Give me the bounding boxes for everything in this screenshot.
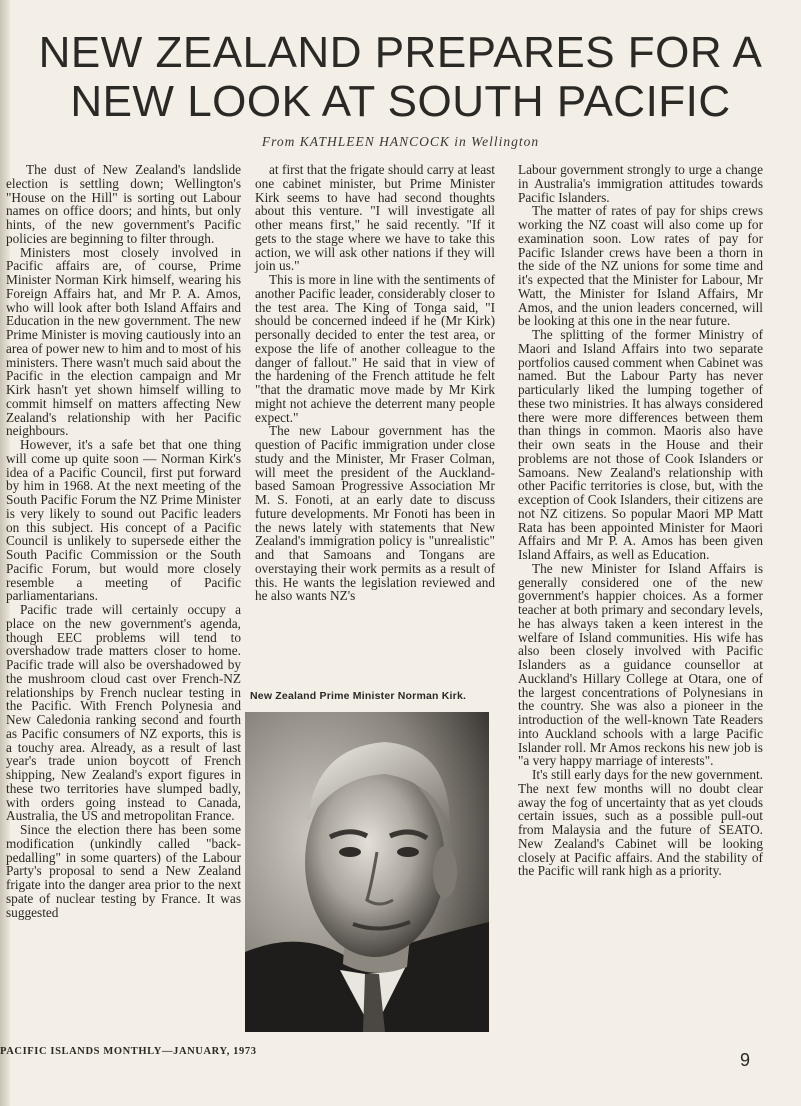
text-column-1: [0, 163, 241, 919]
paragraph: Since the election there has been some modification (unkindly called "back-pedalling" in some quarters) of the Labour Party's proposal to send a New Zealand frigate into the danger area prior to the next spate of nuclear testing by France. It was suggested: [6, 822, 241, 920]
paragraph: at first that the frigate should carry at least one cabinet minister, but Prime Minister Kirk seems to have had second thoughts about this venture. "I will investigate all other means first," he said recently. "If it gets to the stage where we have to take this action, we will ask other nations if they will join us.": [255, 162, 495, 274]
paragraph: Pacific trade will certainly occupy a place on the new government's agenda, though EEC problems will tend to overshadow trade matters closer to home. Pacific trade will also be overshadowed by the mushroom cloud cast over French-NZ relationships by French nuclear testing in the Pacific. With French Polynesia and New Caledonia ranking second and fourth as Pacific consumers of NZ exports, this is a touchy area. Already, as a result of last year's trade union boycott of French shipping, New Zealand's export figures in these two territories have slumped badly, with orders going instead to Canada, Australia, the US and metropolitan France.: [6, 602, 241, 824]
article-headline: NEW ZEALAND PREPARES FOR A NEW LOOK AT SOUTH PACIFIC: [38, 28, 763, 126]
publication-footer: PACIFIC ISLANDS MONTHLY—JANUARY, 1973: [0, 1046, 257, 1057]
text-column-3: [518, 163, 763, 878]
paragraph: It's still early days for the new government. The next few months will no doubt clear away the fog of uncertainty that as yet clouds certain issues, such as a possible pull-out from Malaysia and the future of SEATO. New Zealand's Cabinet will be looking closely at Pacific affairs. And the stability of the Pacific will rank high as a priority.: [518, 767, 763, 879]
paragraph: The splitting of the former Ministry of Maori and Island Affairs into two separate portfolios caused comment when Cabinet was named. But the Labour Party has never particularly liked the lumping together of these two ministries. It has always considered there were more differences between them than things in common. Maoris also have their own seats in the House and their problems are not those of Cook Islanders or Samoans. New Zealand's relationship with other Pacific territories is close, but, with the exception of Cook Islanders, their citizens are not NZ citizens. So popular Maori MP Matt Rata has been appointed Minister for Maori Affairs and Mr P. A. Amos has been given Island Affairs, as well as Education.: [518, 327, 763, 562]
paragraph: The new Minister for Island Affairs is generally considered one of the new government's happier choices. As a former teacher at both primary and secondary levels, he has always taken a keen interest in the welfare of Island communities. His wife has also been closely involved with Pacific Islanders as a guidance counsellor at Auckland's Hillary College at Otara, one of the largest concentrations of Polynesians in the country. She was also a pioneer in the introduction of the well-known Tate Readers into Auckland schools with a large Pacific Islander roll. Mr Amos reckons his new job is "a very happy marriage of interests".: [518, 560, 763, 769]
paragraph: The new Labour government has the question of Pacific immigration under close study and the Minister, Mr Fraser Colman, will meet the president of the Auckland-based Samoan Progressive Association Mr M. S. Fonoti, at an early date to discuss future developments. Mr Fonoti has been in the news lately with statements that New Zealand's immigration policy is "unrealistic" and that Samoans and Tongans are overstaying their work permits as a result of this. He wants the legislation reviewed and he also wants NZ's: [255, 423, 495, 604]
paragraph: This is more in line with the sentiments of another Pacific leader, considerably closer to the test area. The King of Tonga said, "I should be concerned indeed if he (Mr Kirk) personally decided to enter the test area, or expose the life of another colleague to the danger of fallout." He said that in view of the hardening of the French attitude he felt "that the dramatic move made by Mr Kirk might not achieve the deterrent many people expect.": [255, 272, 495, 425]
text-column-2: [255, 163, 495, 603]
paragraph: The dust of New Zealand's landslide election is settling down; Wellington's "House on the Hill" is sorting out Labour names on office doors; and hints, but only hints, of the new government's Pacific policies are beginning to filter through.: [6, 162, 241, 246]
page-number: 9: [740, 1050, 751, 1070]
photo-caption: New Zealand Prime Minister Norman Kirk.: [250, 690, 467, 702]
paragraph: The matter of rates of pay for ships crews working the NZ coast will also come up for examination soon. Low rates of pay for Pacific Islander crews have been a thorn in the side of the NZ unions for some time and it's expected that the Minister for Labour, Mr Watt, the Minister for Island Affairs, Mr Amos, and the union leaders concerned, will be looking at this one in the near future.: [518, 203, 763, 329]
article-byline: From KATHLEEN HANCOCK in Wellington: [261, 134, 540, 149]
paragraph: Ministers most closely involved in Pacific affairs are, of course, Prime Minister Norman Kirk himself, wearing his Foreign Affairs hat, and Mr P. A. Amos, who will look after both Island Affairs and Education in the new government. The new Prime Minister is moving cautiously into an area of power new to him and to most of his ministers. There wasn't much said about the Pacific in the election campaign and Mr Kirk hasn't yet shown himself willing to commit himself on matters affecting New Zealand's relationship with her Pacific neighbours.: [6, 244, 241, 439]
paragraph: However, it's a safe bet that one thing will come up quite soon — Norman Kirk's idea of a Pacific Council, first put forward by him in 1968. At the next meeting of the South Pacific Forum the NZ Prime Minister is very likely to sound out Pacific leaders on this subject. His concept of a Pacific Council is unlikely to supersede either the South Pacific Commission or the South Pacific Forum, but would more closely resemble a meeting of Pacific parliamentarians.: [6, 437, 241, 604]
portrait-photo: [245, 712, 489, 1032]
paragraph: Labour government strongly to urge a change in Australia's immigration attitudes towards Pacific Islanders.: [518, 162, 763, 205]
